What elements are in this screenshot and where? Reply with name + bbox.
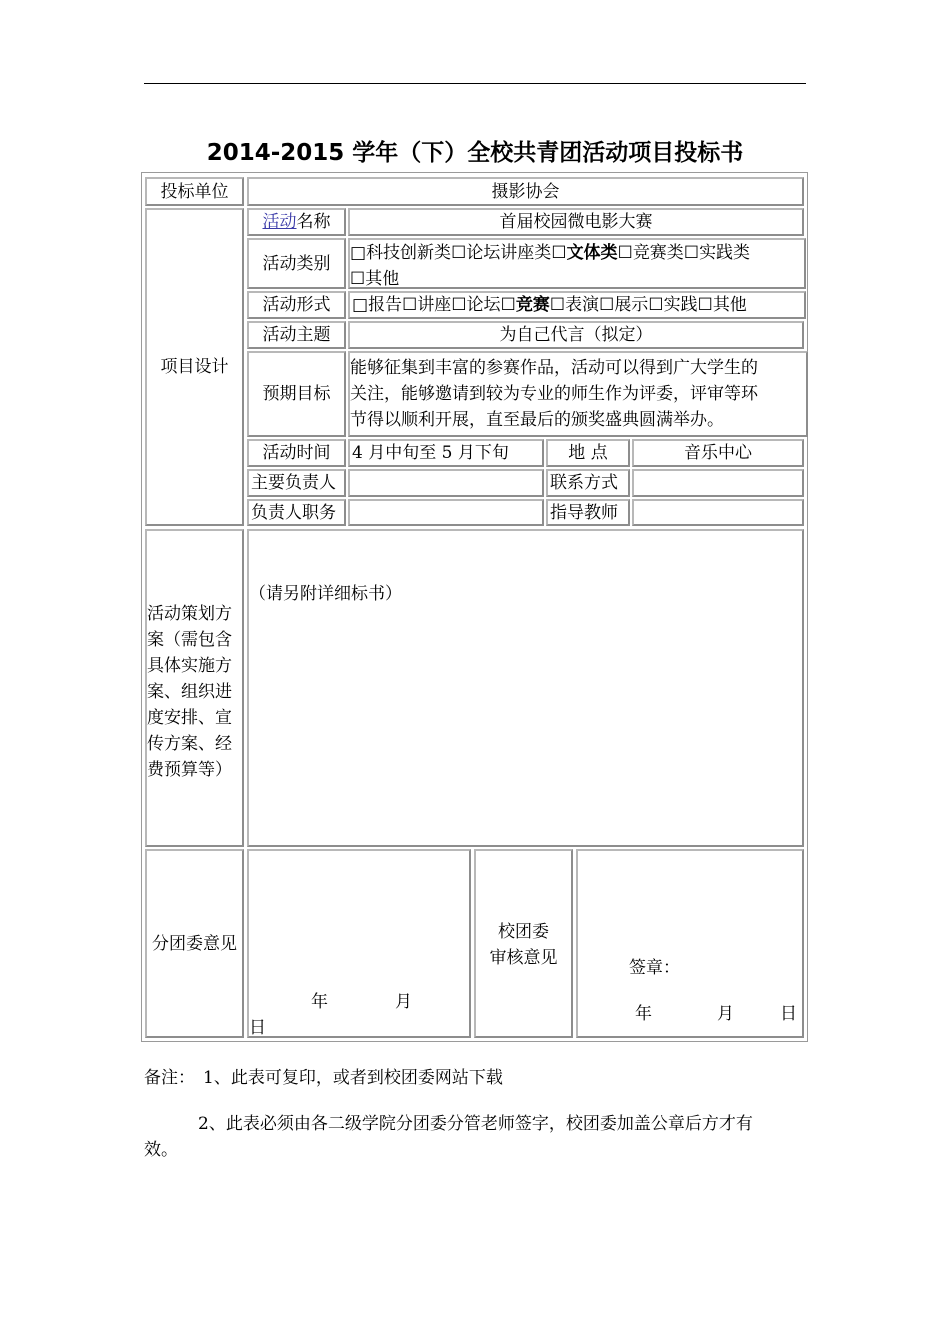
category-option-contest: 竞赛类 — [632, 243, 684, 263]
theme-label: 活动主题 — [262, 325, 331, 345]
checkbox-icon[interactable]: □ — [350, 243, 367, 263]
note-line-1 — [144, 1065, 503, 1091]
branch-label: 分团委意见 — [152, 933, 237, 954]
time-label: 活动时间 — [262, 443, 331, 463]
checkbox-icon[interactable]: ☐ — [402, 295, 418, 315]
note-item-1: 1、此表可复印，或者到校团委网站下载 — [203, 1068, 503, 1088]
design-label-cell — [145, 208, 244, 526]
plan-label-line: 案（需包含 — [147, 630, 232, 650]
goal-line-3: 节得以顺利开展，直至最后的颁奖盛典圆满举办。 — [350, 410, 724, 430]
activity-name-value: 首届校园微电影大赛 — [499, 212, 653, 232]
time-value: 4 月中旬至 5 月下旬 — [352, 443, 509, 463]
category-label: 活动类别 — [262, 253, 331, 274]
place-label-cell — [546, 439, 630, 467]
header-rule — [144, 83, 806, 84]
checkbox-icon[interactable]: ☐ — [648, 295, 664, 315]
note-item-2-line-2: 效。 — [144, 1140, 178, 1160]
form-option-other: 其他 — [712, 295, 747, 315]
checkbox-icon[interactable]: ☐ — [500, 295, 516, 315]
teacher-value-cell[interactable] — [632, 499, 804, 526]
form-label: 活动形式 — [262, 295, 331, 315]
time-value-cell — [348, 439, 544, 467]
name-label: 名称 — [296, 212, 331, 232]
checkbox-icon[interactable]: ☐ — [451, 295, 467, 315]
checkbox-icon[interactable]: ☐ — [549, 295, 566, 315]
leader-label-cell — [247, 469, 346, 497]
category-option-other: 其他 — [365, 269, 400, 289]
document-title: 2014-2015 学年（下）全校共青团活动项目投标书 — [206, 140, 744, 166]
plan-label-line: 传方案、经 — [147, 734, 232, 754]
checkbox-icon[interactable]: ☐ — [617, 243, 633, 263]
note-item-2-line-1: 2、此表必须由各二级学院分团委分管老师签字，校团委加盖公章后方才有 — [198, 1114, 753, 1134]
contact-label-cell — [546, 469, 630, 497]
school-label-line: 校团委 — [498, 922, 549, 942]
unit-value-cell — [247, 177, 804, 206]
form-option-contest: 竞赛 — [515, 295, 550, 315]
plan-label-line: 具体实施方 — [147, 656, 232, 676]
checkbox-icon[interactable]: ☐ — [451, 243, 467, 263]
plan-value-cell[interactable] — [247, 529, 804, 847]
duty-label-cell — [247, 499, 346, 526]
note-prefix: 备注： — [144, 1068, 195, 1088]
unit-label-cell — [145, 177, 244, 206]
form-option-practice: 实践 — [663, 295, 698, 315]
goal-value-cell — [348, 351, 808, 437]
duty-label: 负责人职务 — [251, 502, 336, 523]
school-label-cell — [474, 849, 573, 1038]
checkbox-icon[interactable]: ☐ — [350, 269, 366, 289]
form-label-cell — [247, 291, 346, 319]
note-line-2 — [198, 1111, 753, 1137]
plan-note: （请另附详细标书） — [249, 584, 402, 604]
unit-value: 摄影协会 — [491, 181, 560, 202]
theme-value-cell — [348, 321, 804, 349]
plan-label-line: 案、组织进 — [147, 682, 232, 702]
unit-label: 投标单位 — [160, 181, 229, 202]
category-option-practice: 实践类 — [699, 243, 751, 263]
goal-line-1: 能够征集到丰富的参赛作品，活动可以得到广大学生的 — [350, 358, 758, 378]
branch-opinion-cell[interactable] — [247, 849, 471, 1038]
branch-year: 年 — [311, 992, 328, 1012]
goal-label: 预期目标 — [262, 384, 331, 404]
name-value-cell — [348, 208, 804, 236]
design-label: 项目设计 — [160, 357, 229, 377]
checkbox-icon[interactable]: ☐ — [683, 243, 700, 263]
checkbox-icon[interactable]: ☐ — [599, 295, 615, 315]
branch-label-cell — [145, 849, 244, 1038]
school-month: 月 — [717, 1004, 734, 1024]
theme-label-cell — [247, 321, 346, 349]
category-option-forum: 论坛讲座类 — [466, 243, 552, 263]
goal-label-cell — [247, 351, 346, 437]
school-day: 日 — [780, 1004, 797, 1024]
form-option-lecture: 讲座 — [417, 295, 452, 315]
category-option-culture: 文体类 — [566, 243, 618, 263]
school-sign: 签章： — [629, 958, 680, 978]
category-option-tech: 科技创新类 — [366, 243, 452, 263]
form-value-cell — [348, 291, 806, 319]
place-label: 地 点 — [568, 443, 608, 463]
activity-link[interactable]: 活动 — [262, 212, 297, 232]
plan-label-cell — [145, 529, 244, 847]
category-value-cell — [348, 238, 806, 289]
checkbox-icon[interactable]: ☐ — [697, 295, 713, 315]
school-opinion-cell[interactable] — [576, 849, 804, 1038]
place-value-cell — [632, 439, 804, 467]
teacher-label-cell — [546, 499, 630, 526]
plan-label-line: 费预算等） — [147, 760, 232, 780]
checkbox-icon[interactable]: ☐ — [551, 243, 567, 263]
leader-value-cell[interactable] — [348, 469, 544, 497]
form-option-exhibit: 展示 — [614, 295, 649, 315]
category-line-2 — [350, 266, 804, 289]
contact-label: 联系方式 — [550, 473, 618, 493]
branch-month: 月 — [395, 992, 412, 1012]
place-value: 音乐中心 — [684, 443, 752, 463]
form-option-forum: 论坛 — [466, 295, 501, 315]
name-label-cell — [247, 208, 346, 236]
time-label-cell — [247, 439, 346, 467]
theme-value: 为自己代言（拟定） — [499, 325, 653, 345]
form-option-show: 表演 — [565, 295, 600, 315]
plan-label-line: 度安排、宣 — [147, 708, 232, 728]
contact-value-cell[interactable] — [632, 469, 804, 497]
category-label-cell — [247, 238, 346, 289]
school-year: 年 — [635, 1004, 652, 1024]
plan-label-line: 活动策划方 — [147, 604, 232, 624]
form-option-report: 报告 — [368, 295, 403, 315]
note-line-3 — [144, 1137, 178, 1163]
checkbox-icon[interactable]: □ — [352, 295, 369, 315]
leader-label: 主要负责人 — [251, 473, 336, 493]
category-line-1 — [350, 240, 804, 266]
branch-day: 日 — [249, 1018, 266, 1038]
goal-line-2: 关注，能够邀请到较为专业的师生作为评委，评审等环 — [350, 384, 758, 404]
school-label-line: 审核意见 — [489, 948, 558, 968]
form-options — [352, 292, 747, 318]
teacher-label: 指导教师 — [550, 502, 618, 523]
duty-value-cell[interactable] — [348, 499, 544, 526]
